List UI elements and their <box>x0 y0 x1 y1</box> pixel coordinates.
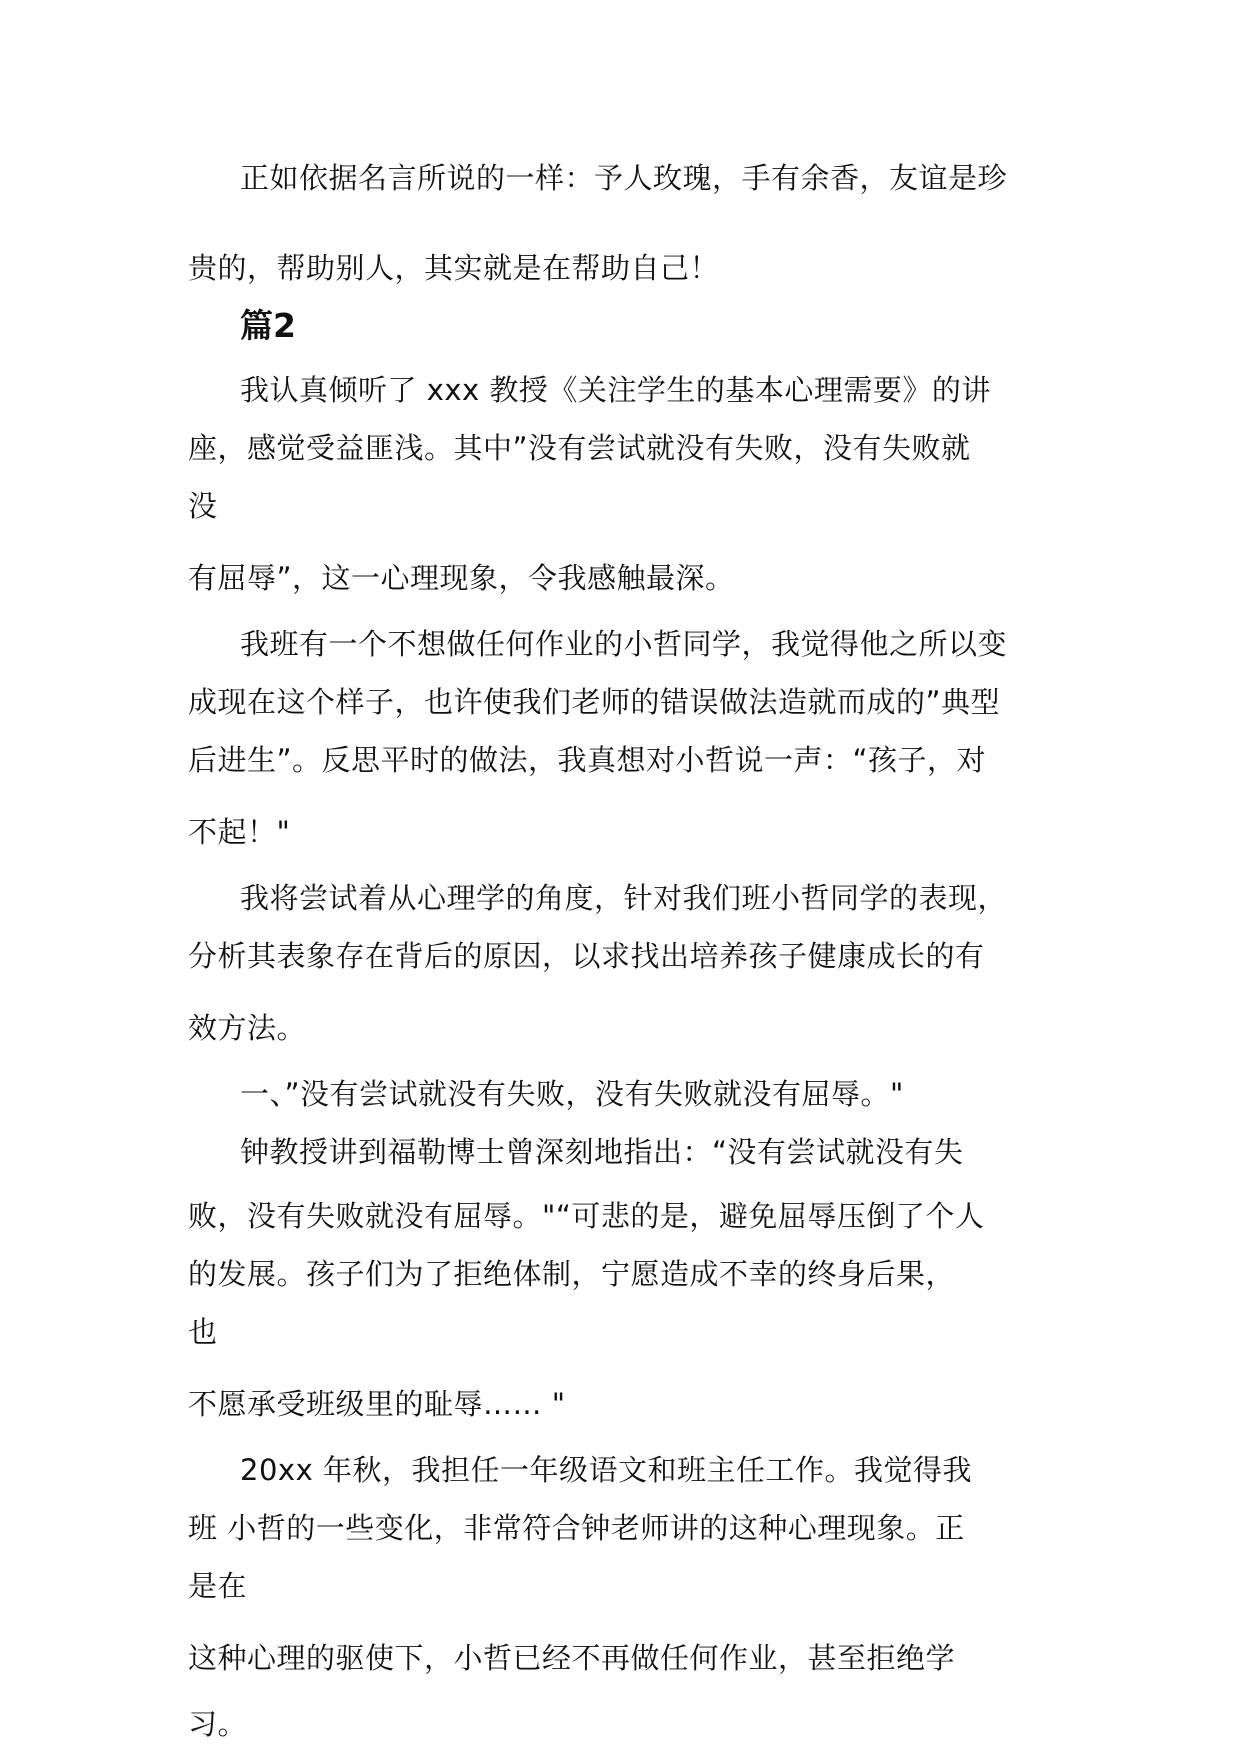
paragraph-line: 有屈辱”，这一心理现象，令我感触最深。 <box>188 561 735 595</box>
paragraph-line: 是在 <box>188 1569 248 1603</box>
paragraph-line: 我认真倾听了 xxx 教授《关注学生的基本心理需要》的讲 <box>240 373 991 407</box>
paragraph-line: 不起！" <box>188 815 291 849</box>
paragraph-line: 正如依据名言所说的一样：予人玫瑰，手有余香，友谊是珍 <box>240 161 1008 195</box>
paragraph-line: 后进生”。反思平时的做法，我真想对小哲说一声：“孩子，对 <box>188 743 987 777</box>
paragraph-line: 一、”没有尝试就没有失败，没有失败就没有屈辱。" <box>240 1077 904 1111</box>
paragraph-line: 分析其表象存在背后的原因，以求找出培养孩子健康成长的有 <box>188 939 985 973</box>
section-heading: 篇2 <box>240 306 296 345</box>
paragraph-line: 班 小哲的一些变化，非常符合钟老师讲的这种心理现象。正 <box>188 1511 965 1545</box>
paragraph-line: 习。 <box>188 1707 248 1741</box>
paragraph-line: 这种心理的驱使下，小哲已经不再做任何作业，甚至拒绝学 <box>188 1641 956 1675</box>
paragraph-line: 贵的，帮助别人，其实就是在帮助自己！ <box>188 251 720 285</box>
paragraph-line: 成现在这个样子，也许使我们老师的错误做法造就而成的”典型 <box>188 685 1001 719</box>
paragraph-line: 的发展。孩子们为了拒绝体制，宁愿造成不幸的终身后果， <box>188 1257 956 1291</box>
paragraph-line: 也 <box>188 1315 218 1349</box>
paragraph-line: 我将尝试着从心理学的角度，针对我们班小哲同学的表现， <box>240 881 1008 915</box>
paragraph-line: 座，感觉受益匪浅。其中”没有尝试就没有失败，没有失败就 <box>188 431 971 465</box>
paragraph-line: 效方法。 <box>188 1011 307 1045</box>
paragraph-line: 败，没有失败就没有屈辱。"“可悲的是，避免屈辱压倒了个人 <box>188 1199 985 1233</box>
paragraph-line: 20xx 年秋，我担任一年级语文和班主任工作。我觉得我 <box>240 1453 972 1487</box>
paragraph-line: 我班有一个不想做任何作业的小哲同学，我觉得他之所以变 <box>240 627 1008 661</box>
paragraph-line: 钟教授讲到福勒博士曾深刻地指出：“没有尝试就没有失 <box>240 1135 964 1169</box>
paragraph-line: 没 <box>188 489 218 523</box>
paragraph-line: 不愿承受班级里的耻辱…… " <box>188 1387 566 1421</box>
